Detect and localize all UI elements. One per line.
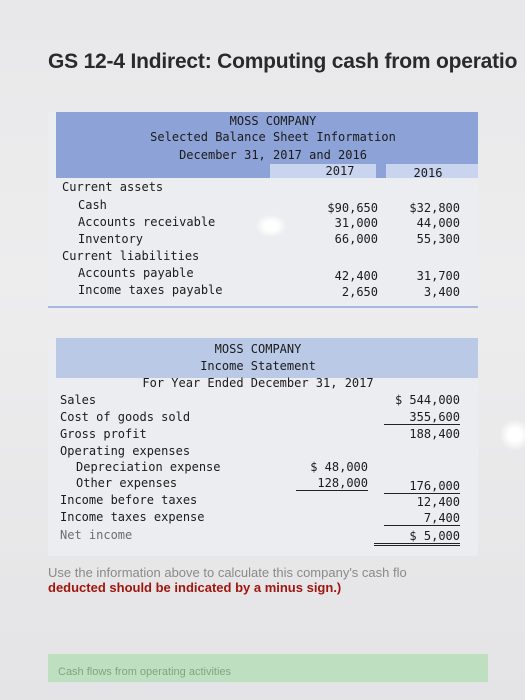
panel-divider [48, 306, 478, 308]
row-label: Depreciation expense [76, 460, 221, 474]
cash-flows-tab[interactable] [48, 654, 488, 682]
row-label: Income taxes expense [60, 510, 205, 524]
row-label: Accounts receivable [78, 215, 216, 229]
income-before-taxes-value: 12,400 [416, 495, 460, 509]
sales-value: $ 544,000 [394, 393, 460, 407]
row-label: Other expenses [76, 476, 178, 490]
inventory-2017: 66,000 [334, 232, 378, 246]
row-label: Net income [60, 528, 133, 542]
ar-2017: 31,000 [334, 216, 378, 230]
income-title: Income Statement [200, 359, 316, 373]
income-date: For Year Ended December 31, 2017 [142, 376, 374, 390]
instructions [48, 565, 407, 595]
taxes-payable-2017: 2,650 [341, 285, 378, 299]
row-label: Gross profit [60, 427, 147, 441]
instructions-line-1: Use the information above to calculate this company's cash flo [48, 565, 407, 580]
row-label: Sales [60, 393, 97, 407]
balance-col-2017: 2017 [325, 164, 355, 178]
cash-2016: $32,800 [409, 201, 460, 215]
row-label: Current liabilities [62, 249, 200, 263]
income-statement-panel [48, 338, 478, 556]
net-income-value: $ 5,000 [374, 529, 460, 546]
row-label: Current assets [62, 180, 164, 194]
balance-date: December 31, 2017 and 2016 [179, 148, 367, 162]
row-label: Cost of goods sold [60, 410, 191, 424]
balance-title: Selected Balance Sheet Information [150, 130, 396, 144]
balance-col-2016: 2016 [413, 166, 443, 180]
taxes-payable-2016: 3,400 [423, 285, 460, 299]
cash-flows-tab-label: Cash flows from operating activities [58, 666, 232, 678]
row-label: Income before taxes [60, 493, 198, 507]
gross-profit-value: 188,400 [409, 427, 460, 441]
ar-2016: 44,000 [416, 216, 460, 230]
row-label: Accounts payable [78, 266, 194, 280]
balance-company: MOSS COMPANY [229, 114, 317, 128]
row-label: Cash [78, 198, 107, 212]
row-label: Operating expenses [60, 444, 191, 458]
income-taxes-value: 7,400 [384, 511, 460, 526]
depreciation-value: $ 48,000 [310, 460, 368, 474]
ap-2017: 42,400 [334, 269, 378, 283]
ap-2016: 31,700 [416, 269, 460, 283]
cogs-value: 355,600 [384, 410, 460, 425]
instructions-line-2: deducted should be indicated by a minus sign.) [48, 580, 342, 595]
row-label: Inventory [78, 232, 144, 246]
inventory-2016: 55,300 [416, 232, 460, 246]
cash-2017: $90,650 [327, 201, 378, 215]
operating-expenses-total: 176,000 [384, 479, 460, 494]
balance-sheet-panel [48, 112, 478, 312]
page-title: GS 12-4 Indirect: Computing cash from operatio [48, 50, 518, 73]
income-company: MOSS COMPANY [214, 342, 302, 356]
other-expenses-value: 128,000 [296, 476, 368, 491]
row-label: Income taxes payable [78, 283, 223, 297]
